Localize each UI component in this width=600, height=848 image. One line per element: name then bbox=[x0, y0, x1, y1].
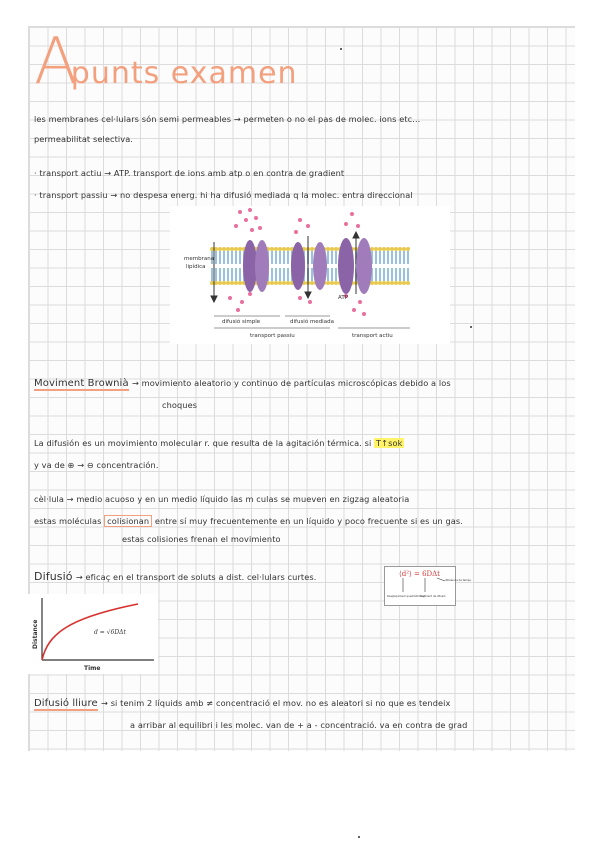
note-line: permeabilitat selectiva. bbox=[34, 134, 134, 144]
difusion-text: La difusión es un movimiento molecular r. que resulta de la agitación térmica. si bbox=[34, 438, 372, 448]
colisiones-line bbox=[34, 516, 463, 526]
brownia-heading: Moviment Brownià bbox=[34, 378, 129, 389]
equation-formula: ⟨d²⟩ = 6DΔt bbox=[399, 570, 440, 578]
graph-xlabel: Time bbox=[84, 665, 101, 672]
note-line: y va de ⊕ → ⊖ concentración. bbox=[34, 460, 159, 470]
membrane-figure bbox=[170, 206, 450, 344]
page-title bbox=[34, 25, 298, 99]
stray-dot bbox=[358, 836, 360, 838]
label-lipidica: lipídica bbox=[186, 264, 206, 270]
difusion-line bbox=[34, 438, 404, 448]
note-line: cèl·lula → medio acuoso y en un medio líquido las m culas se mueven en zigzag aleatoria bbox=[34, 494, 410, 504]
lliure-line bbox=[34, 698, 450, 709]
equation-left-label: Desplaçament quadràtic mig bbox=[387, 595, 425, 598]
stray-dot bbox=[340, 48, 342, 50]
equation-right-label: diferència de temps bbox=[445, 579, 471, 582]
brownia-line bbox=[34, 378, 451, 389]
boxed-colisionan: colisionan bbox=[104, 515, 152, 527]
note-line: estas colisiones frenan el movimiento bbox=[122, 534, 281, 544]
equation-box bbox=[384, 566, 471, 606]
graph-svg bbox=[28, 594, 158, 674]
label-transport-actiu: transport actiu bbox=[352, 333, 393, 339]
label-membrana: membrana bbox=[184, 256, 215, 262]
highlight-temp: T↑sok bbox=[376, 438, 403, 448]
equation-mid-label: Coeficient de difusió bbox=[419, 595, 446, 598]
equation-diagram bbox=[385, 567, 471, 605]
difusio-heading: Difusió bbox=[34, 570, 73, 583]
note-line: les membranes cel·lulars són semi permeables → permeten o no el pas de molec. ions etc... bbox=[34, 114, 421, 124]
title-rest: punts examen bbox=[70, 56, 298, 91]
title-initial: A bbox=[34, 25, 77, 99]
label-difusio-mediada: difusió mediada bbox=[290, 319, 334, 325]
lliure-heading: Difusió lliure bbox=[34, 698, 98, 709]
note-line: choques bbox=[162, 400, 198, 410]
cel-text-a: estas moléculas bbox=[34, 516, 102, 526]
label-atp: ATP bbox=[338, 295, 349, 301]
label-difusio-simple: difusió simple bbox=[222, 319, 261, 325]
brownia-text: → movimiento aleatorio y continuo de partículas microscópicas debido a los bbox=[131, 378, 451, 388]
difusio-text: → eficaç en el transport de soluts a dist. cel·lulars curtes. bbox=[75, 572, 317, 582]
difusio-line bbox=[34, 570, 316, 583]
note-line: · transport passiu → no despesa energ. hi ha difusió mediada q la molec. entra direccional bbox=[34, 190, 413, 200]
stray-dot bbox=[470, 326, 472, 328]
note-line: · transport actiu → ATP. transport de ions amb atp o en contra de gradient bbox=[34, 168, 345, 178]
label-transport-passiu: transport passiu bbox=[250, 333, 295, 339]
graph-ylabel: Distance bbox=[32, 619, 39, 649]
graph-formula: d = √6DΔt bbox=[94, 629, 126, 636]
distance-time-graph bbox=[28, 594, 158, 674]
membrane-diagram bbox=[170, 206, 450, 344]
lipid-bilayer bbox=[210, 246, 410, 286]
cel-text-b: entre sí muy frecuentemente en un líquido y poco frecuente si es un gas. bbox=[154, 516, 463, 526]
lliure-text: → si tenim 2 líquids amb ≠ concentració el mov. no es aleatori si no que es tendeix bbox=[101, 698, 451, 708]
note-line: a arribar al equilibri i les molec. van de + a - concentració. va en contra de grad bbox=[130, 720, 468, 730]
